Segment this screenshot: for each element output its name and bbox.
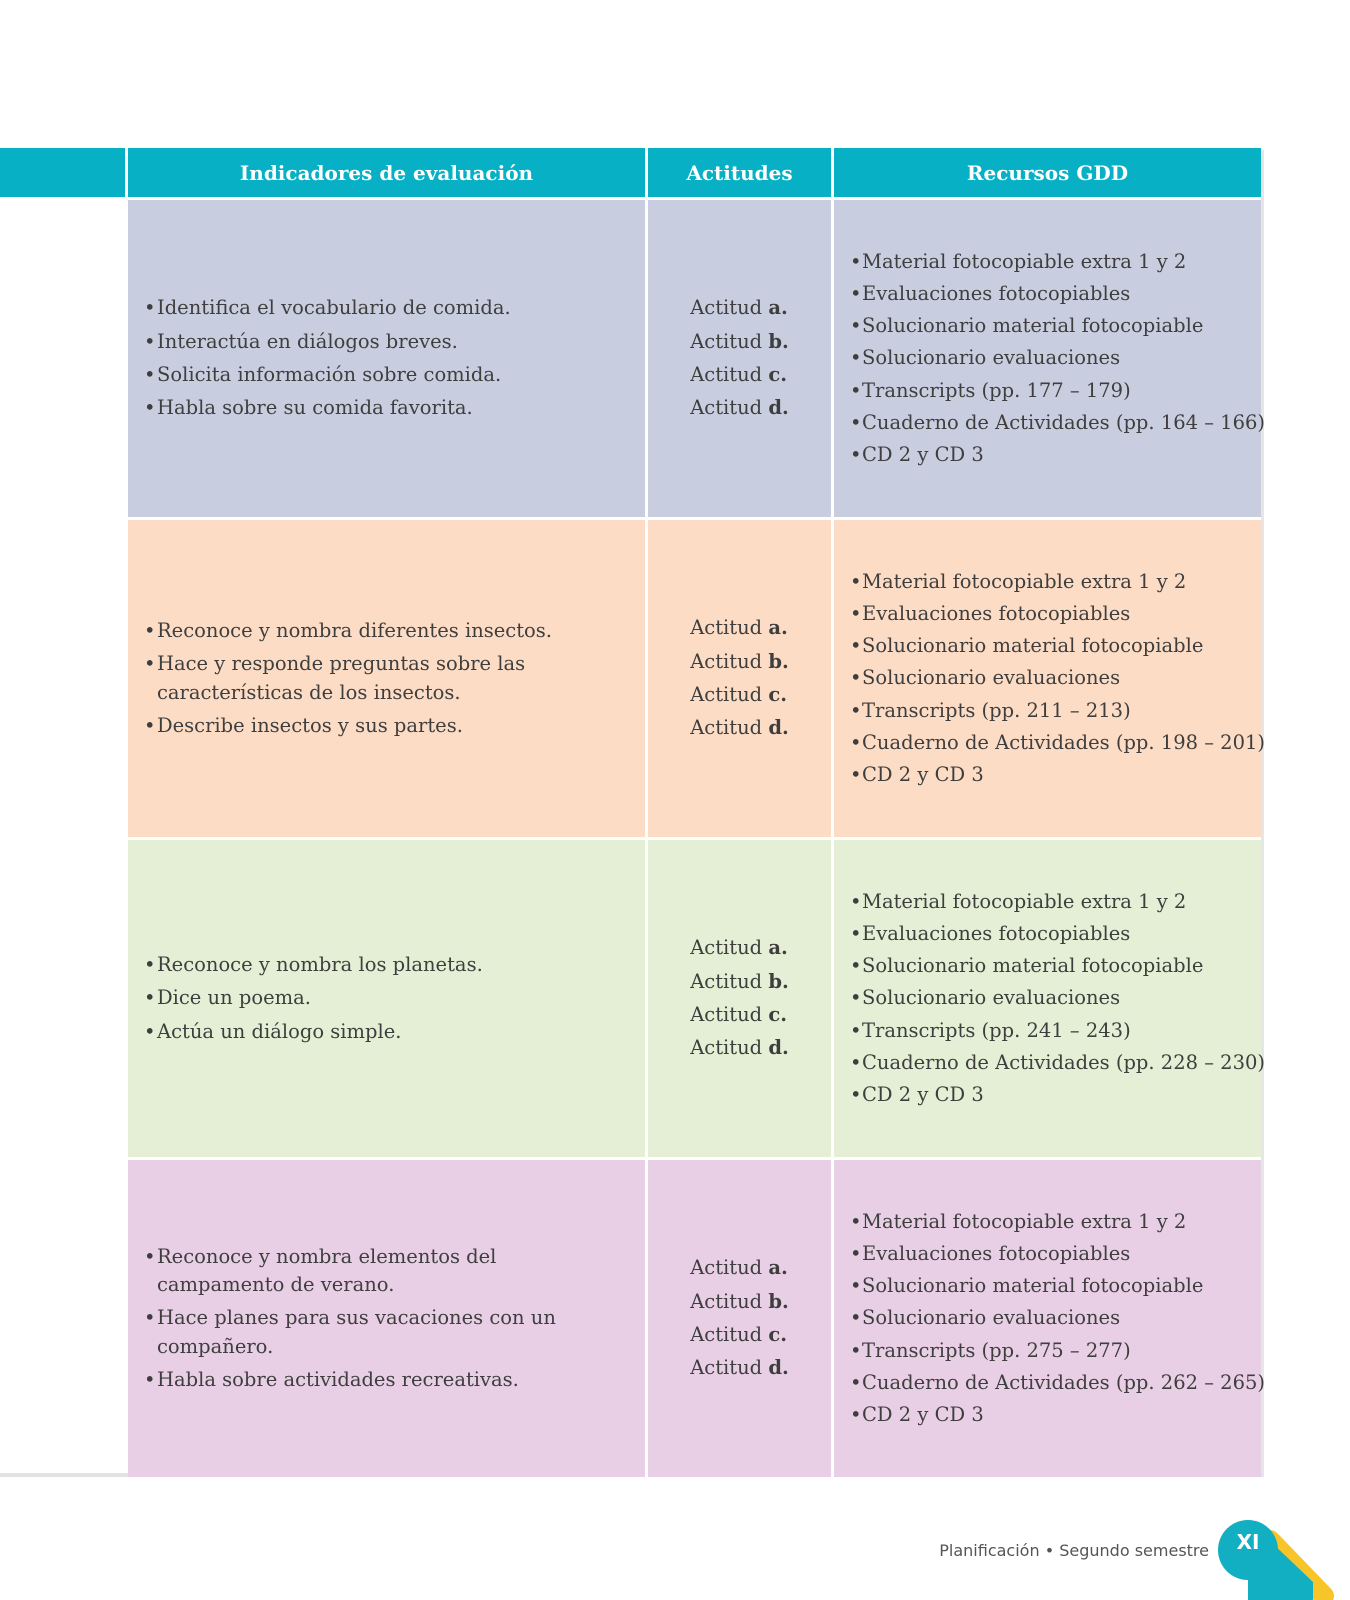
attitude-item: Actitud b. (690, 649, 789, 673)
attitude-item: Actitud b. (690, 329, 789, 353)
resources-cell-2 (834, 520, 1265, 837)
resource-item: •CD 2 y CD 3 (850, 443, 984, 467)
resource-item: •Material fotocopiable extra 1 y 2 (850, 1209, 1187, 1233)
header-band-left (0, 148, 125, 197)
attitude-item: Actitud c. (690, 363, 788, 386)
indicator-item: •Reconoce y nombra elementos del campamento de verano. (144, 1244, 497, 1297)
resource-item: •Solucionario material fotocopiable (850, 314, 1204, 338)
attitude-item: Actitud a. (690, 296, 788, 320)
attitude-item: Actitud a. (690, 616, 788, 640)
resource-item: •CD 2 y CD 3 (850, 1083, 984, 1107)
indicator-item: •Dice un poema. (144, 986, 311, 1010)
resource-item: •Cuaderno de Actividades (pp. 228 – 230) (850, 1050, 1265, 1074)
resource-item: •Evaluaciones fotocopiables (850, 921, 1131, 945)
attitude-item: Actitud d. (690, 1036, 789, 1060)
resource-item: •Cuaderno de Actividades (pp. 262 – 265) (850, 1370, 1265, 1394)
resource-item: •Cuaderno de Actividades (pp. 164 – 166) (850, 410, 1265, 434)
attitudes-cell-4 (648, 1160, 831, 1477)
attitudes-cell-1 (648, 200, 831, 517)
indicator-item: •Habla sobre su comida favorita. (144, 396, 473, 420)
page-number: XI (1236, 1530, 1260, 1554)
footer-section: Planificación (939, 1541, 1040, 1560)
attitude-item: Actitud a. (690, 936, 788, 960)
attitude-item: Actitud d. (690, 396, 789, 420)
indicator-item: •Interactúa en diálogos breves. (144, 329, 458, 353)
indicator-item: •Hace y responde preguntas sobre las características de los insectos. (144, 652, 526, 704)
resource-item: •Solucionario evaluaciones (850, 1306, 1121, 1330)
resource-item: •Solucionario evaluaciones (850, 986, 1121, 1010)
attitude-item: Actitud c. (690, 683, 788, 706)
resource-item: •Evaluaciones fotocopiables (850, 1241, 1131, 1265)
indicator-item: •Solicita información sobre comida. (144, 363, 502, 386)
resource-item: •Solucionario evaluaciones (850, 346, 1121, 370)
indicators-cell-2 (128, 520, 645, 837)
resource-item: •Material fotocopiable extra 1 y 2 (850, 249, 1187, 273)
footer-semester: Segundo semestre (1059, 1541, 1209, 1560)
footer-separator: • (1044, 1541, 1055, 1560)
indicators-cell-4 (128, 1160, 645, 1477)
attitudes-cell-2 (648, 520, 831, 837)
attitude-item: Actitud d. (690, 716, 789, 740)
resource-item: •Solucionario material fotocopiable (850, 954, 1204, 978)
indicator-item: •Habla sobre actividades recreativas. (144, 1367, 519, 1391)
resource-item: •Material fotocopiable extra 1 y 2 (850, 569, 1187, 593)
indicators-cell-3 (128, 840, 645, 1157)
resource-item: •Evaluaciones fotocopiables (850, 601, 1131, 625)
resource-item: •Evaluaciones fotocopiables (850, 281, 1131, 305)
resource-item: •Transcripts (pp. 241 – 243) (850, 1018, 1131, 1042)
attitude-item: Actitud c. (690, 1323, 788, 1346)
resource-item: •Cuaderno de Actividades (pp. 198 – 201) (850, 730, 1265, 754)
resources-cell-3 (834, 840, 1265, 1157)
attitudes-cell-3 (648, 840, 831, 1157)
attitude-item: Actitud a. (690, 1256, 788, 1280)
page-footer (900, 1541, 1209, 1560)
resource-item: •Transcripts (pp. 177 – 179) (850, 378, 1131, 402)
attitude-item: Actitud c. (690, 1003, 788, 1026)
resource-item: •CD 2 y CD 3 (850, 1403, 984, 1427)
indicator-item: •Reconoce y nombra diferentes insectos. (144, 618, 552, 642)
header-attitudes: Actitudes (648, 148, 831, 197)
header-resources: Recursos GDD (834, 148, 1261, 197)
resource-item: •Transcripts (pp. 211 – 213) (850, 698, 1131, 722)
resources-cell-1 (834, 200, 1265, 517)
resource-item: •Material fotocopiable extra 1 y 2 (850, 889, 1187, 913)
resource-item: •Solucionario material fotocopiable (850, 1274, 1204, 1298)
header-indicators: Indicadores de evaluación (128, 148, 645, 197)
resource-item: •CD 2 y CD 3 (850, 763, 984, 787)
attitude-item: Actitud b. (690, 1289, 789, 1313)
indicator-item: •Actúa un diálogo simple. (144, 1019, 402, 1043)
indicator-item: •Identifica el vocabulario de comida. (144, 296, 511, 320)
planning-table (128, 148, 1265, 1477)
indicators-cell-1 (128, 200, 645, 517)
resource-item: •Solucionario material fotocopiable (850, 634, 1204, 658)
attitude-item: Actitud b. (690, 969, 789, 993)
indicator-item: •Describe insectos y sus partes. (144, 713, 463, 737)
resource-item: •Transcripts (pp. 275 – 277) (850, 1338, 1131, 1362)
resources-cell-4 (834, 1160, 1265, 1477)
indicator-item: •Reconoce y nombra los planetas. (144, 953, 483, 977)
resource-item: •Solucionario evaluaciones (850, 666, 1121, 690)
indicator-item: •Hace planes para sus vacaciones con un compañero. (144, 1306, 556, 1358)
attitude-item: Actitud d. (690, 1356, 789, 1380)
